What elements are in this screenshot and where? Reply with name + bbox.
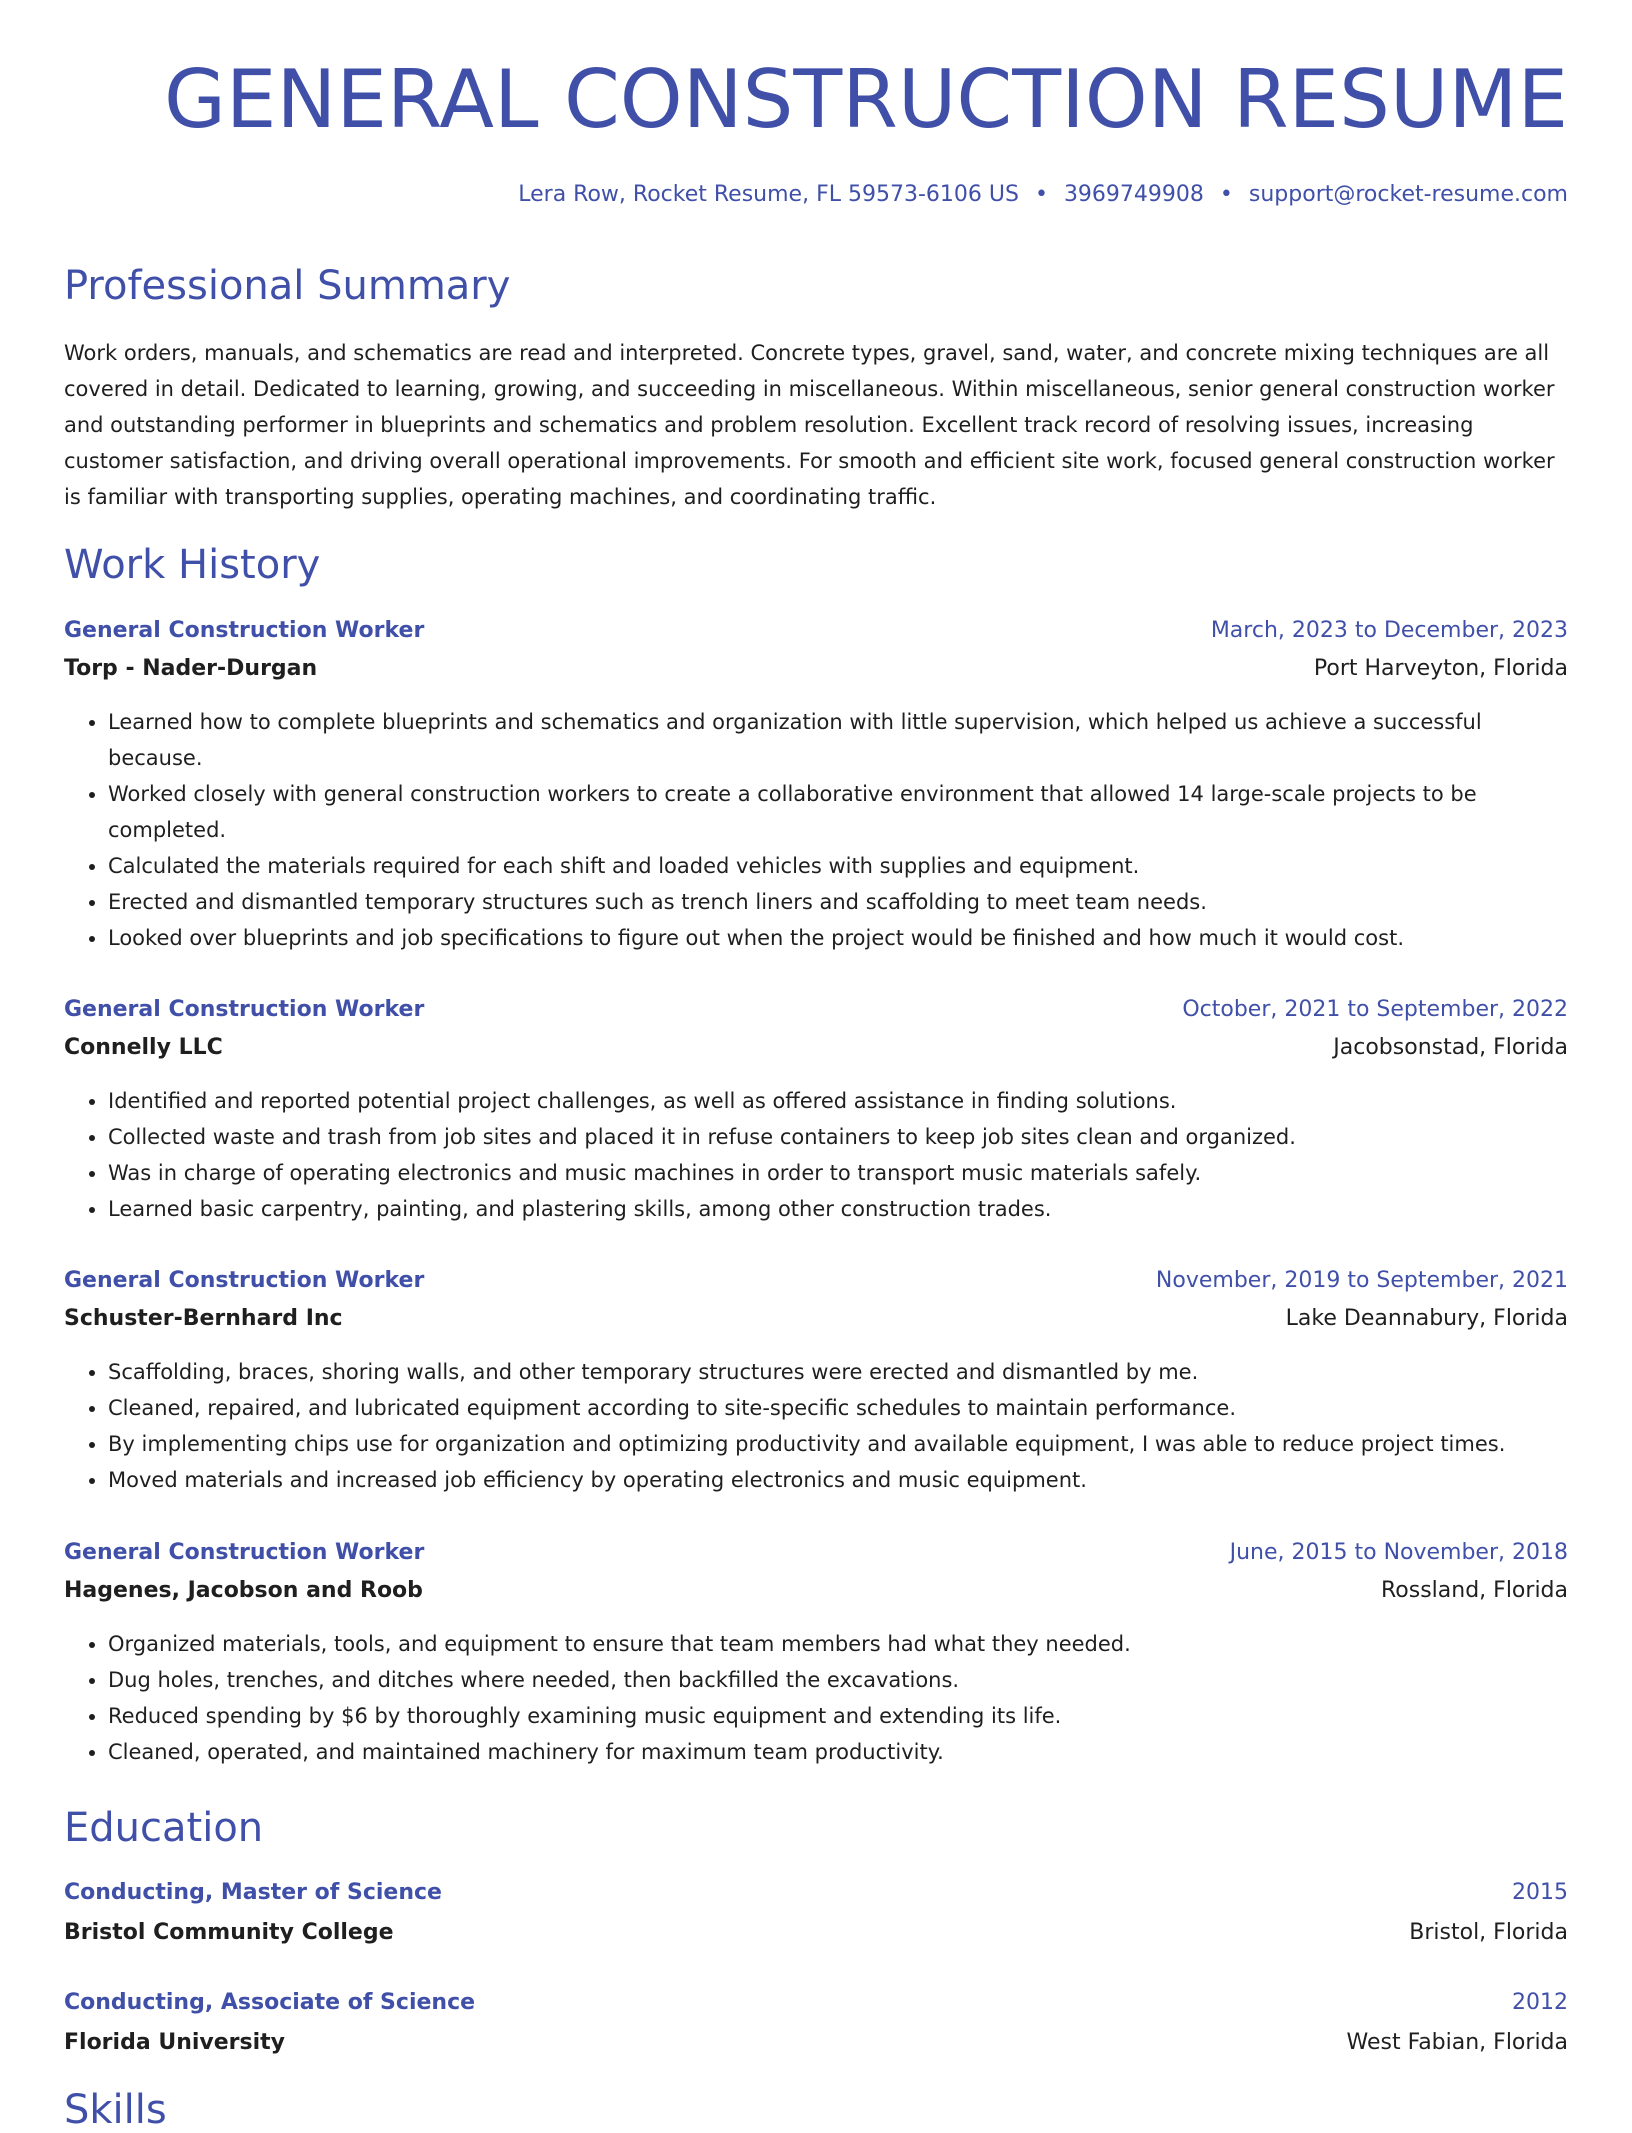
job-bullet-list [64, 704, 1568, 956]
job-bullet-list [64, 1354, 1568, 1498]
list-item: • Scaffolding, braces, shoring walls, and other temporary structures were erected and dismantled by me. [108, 1354, 1568, 1390]
job-entry [64, 1540, 1568, 1770]
section-heading-skills: Skills [64, 2087, 167, 2133]
job-bullet-list [64, 1083, 1568, 1227]
contact-phone: 3969749908 [1063, 182, 1204, 207]
section-heading-education: Education [64, 1805, 264, 1851]
list-item: • Collected waste and trash from job sites and placed it in refuse containers to keep job sites clean and organized. [108, 1119, 1568, 1155]
list-item: • By implementing chips use for organization and optimizing productivity and available equipment, I was able to reduce project times. [108, 1426, 1568, 1462]
job-location: Rossland, Florida [1381, 1578, 1568, 1603]
education-year: 2012 [1512, 1990, 1568, 2015]
job-dates: June, 2015 to November, 2018 [1229, 1540, 1568, 1565]
job-dates: March, 2023 to December, 2023 [1210, 618, 1568, 643]
job-role: General Construction Worker [64, 1540, 425, 1565]
list-item: • Cleaned, operated, and maintained machinery for maximum team productivity. [108, 1734, 1568, 1770]
contact-line [518, 182, 1568, 207]
job-entry [64, 1268, 1568, 1498]
list-item: • Organized materials, tools, and equipment to ensure that team members had what they needed. [108, 1626, 1568, 1662]
list-item: • Dug holes, trenches, and ditches where needed, then backfilled the excavations. [108, 1662, 1568, 1698]
job-entry [64, 618, 1568, 956]
list-item: • Identified and reported potential project challenges, as well as offered assistance in finding solutions. [108, 1083, 1568, 1119]
job-role: General Construction Worker [64, 997, 425, 1022]
list-item: • Learned basic carpentry, painting, and plastering skills, among other construction trades. [108, 1191, 1568, 1227]
education-degree: Conducting, Master of Science [64, 1880, 442, 1905]
summary-text: Work orders, manuals, and schematics are read and interpreted. Concrete types, gravel, sand, water, and concrete mixing techniques are all covered in detail. Dedicated to learning, growing, and succeeding in miscellaneous. Within miscellaneous, senior general construction worker and outstanding performer in blueprints and schematics and problem resolution. Excellent track record of resolving issues, increasing customer satisfaction, and driving overall operational improvements. For smooth and efficient site work, focused general construction worker is familiar with transporting supplies, operating machines, and coordinating traffic. [64, 341, 1555, 509]
job-dates: October, 2021 to September, 2022 [1182, 997, 1568, 1022]
education-entry [64, 1990, 1568, 2068]
education-location: Bristol, Florida [1409, 1920, 1568, 1945]
education-school: Florida University [64, 2030, 285, 2055]
job-bullet-list [64, 1626, 1568, 1770]
section-heading-summary: Professional Summary [64, 263, 511, 309]
education-school: Bristol Community College [64, 1920, 394, 1945]
job-location: Jacobsonstad, Florida [1333, 1035, 1568, 1060]
job-company: Schuster-Bernhard Inc [64, 1306, 343, 1331]
job-dates: November, 2019 to September, 2021 [1155, 1268, 1568, 1293]
section-heading-work: Work History [64, 542, 321, 588]
contact-email: support@rocket-resume.com [1248, 182, 1568, 207]
contact-address: Lera Row, Rocket Resume, FL 59573-6106 US [518, 182, 1019, 207]
job-location: Lake Deannabury, Florida [1285, 1306, 1568, 1331]
job-role: General Construction Worker [64, 618, 425, 643]
education-entry [64, 1880, 1568, 1958]
job-role: General Construction Worker [64, 1268, 425, 1293]
list-item: • Moved materials and increased job efficiency by operating electronics and music equipment. [108, 1462, 1568, 1498]
list-item: • Reduced spending by $6 by thoroughly examining music equipment and extending its life. [108, 1698, 1568, 1734]
list-item: • Cleaned, repaired, and lubricated equipment according to site-specific schedules to maintain performance. [108, 1390, 1568, 1426]
list-item: • Calculated the materials required for each shift and loaded vehicles with supplies and equipment. [108, 848, 1568, 884]
education-year: 2015 [1512, 1880, 1568, 1905]
education-degree: Conducting, Associate of Science [64, 1990, 476, 2015]
job-company: Hagenes, Jacobson and Roob [64, 1578, 423, 1603]
job-company: Torp - Nader-Durgan [64, 656, 318, 681]
list-item: • Erected and dismantled temporary structures such as trench liners and scaffolding to meet team needs. [108, 884, 1568, 920]
list-item: • Was in charge of operating electronics and music machines in order to transport music materials safely. [108, 1155, 1568, 1191]
job-company: Connelly LLC [64, 1035, 223, 1060]
resume-title: GENERAL CONSTRUCTION RESUME [163, 53, 1568, 146]
job-entry [64, 997, 1568, 1227]
job-location: Port Harveyton, Florida [1313, 656, 1568, 681]
contact-separator: • [1034, 182, 1048, 207]
list-item: • Worked closely with general construction workers to create a collaborative environment that allowed 14 large-scale projects to be completed. [108, 776, 1568, 848]
contact-separator: • [1219, 182, 1233, 207]
list-item: • Looked over blueprints and job specifications to figure out when the project would be finished and how much it would cost. [108, 920, 1568, 956]
list-item: • Learned how to complete blueprints and schematics and organization with little supervision, which helped us achieve a successful because. [108, 704, 1568, 776]
education-location: West Fabian, Florida [1346, 2030, 1568, 2055]
